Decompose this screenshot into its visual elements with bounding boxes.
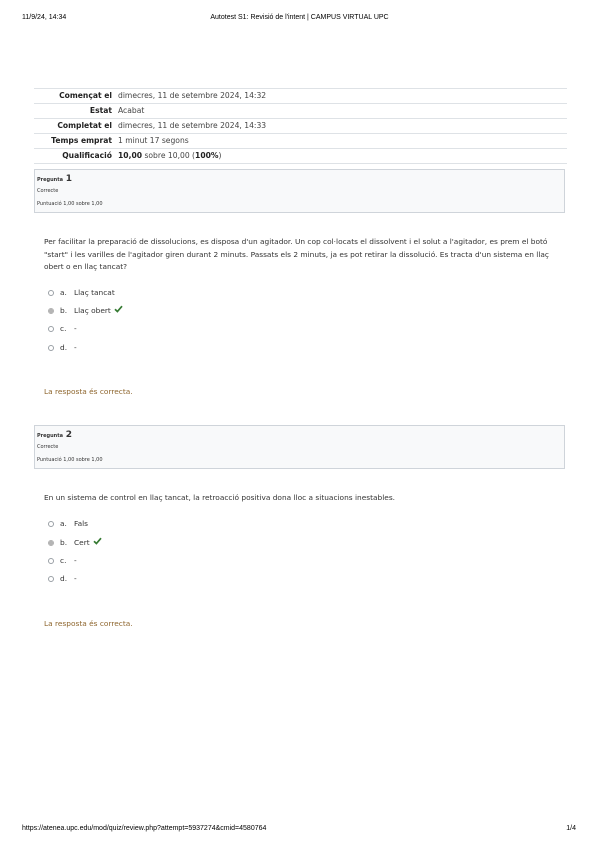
print-footer (0, 825, 599, 835)
radio-button[interactable] (48, 345, 54, 351)
question-label: Pregunta (37, 177, 63, 183)
radio-button-selected[interactable] (48, 308, 54, 314)
question-feedback: La resposta és correcta. (44, 619, 133, 628)
answer-letter: d. (60, 343, 68, 352)
answer-option[interactable] (48, 555, 77, 567)
check-icon (93, 537, 102, 549)
print-header (0, 14, 599, 24)
answer-letter: c. (60, 324, 67, 333)
radio-button[interactable] (48, 576, 54, 582)
radio-button[interactable] (48, 326, 54, 332)
check-icon (114, 305, 123, 317)
answer-text: Cert (74, 538, 90, 547)
print-datetime: 11/9/24, 14:34 (22, 14, 67, 21)
answer-text: - (74, 574, 77, 583)
summary-key: Completat el (57, 121, 112, 130)
answer-text: - (74, 343, 77, 352)
summary-value: dimecres, 11 de setembre 2024, 14:32 (118, 91, 267, 100)
question-info-box (34, 425, 565, 469)
summary-row-completed (34, 118, 567, 133)
question-feedback: La resposta és correcta. (44, 387, 133, 396)
summary-value: dimecres, 11 de setembre 2024, 14:33 (118, 121, 267, 130)
summary-row-time-taken (34, 133, 567, 148)
question-state: Correcte (37, 188, 59, 194)
answer-option[interactable] (48, 518, 88, 530)
print-page-title: Autotest S1: Revisió de l'intent | CAMPUS VIRTUAL UPC (210, 14, 389, 21)
summary-key: Començat el (59, 91, 112, 100)
answer-letter: a. (60, 519, 67, 528)
summary-value: 1 minut 17 segons (118, 136, 189, 145)
question-state: Correcte (37, 444, 59, 450)
print-url: https://atenea.upc.edu/mod/quiz/review.php?attempt=5937274&cmid=4580764 (22, 825, 267, 832)
answer-letter: b. (60, 538, 68, 547)
answer-option[interactable] (48, 323, 77, 335)
question-text: En un sistema de control en llaç tancat, la retroacció positiva dona lloc a situacions inestables. (44, 493, 396, 502)
grade-percent: 100% (195, 151, 219, 160)
summary-key: Temps emprat (51, 136, 112, 145)
summary-key: Estat (89, 106, 112, 115)
question-number-value: 1 (65, 174, 72, 184)
attempt-summary-table (34, 88, 567, 164)
summary-value: Acabat (118, 106, 145, 115)
radio-button[interactable] (48, 290, 54, 296)
answer-option[interactable] (48, 342, 77, 354)
answer-option[interactable] (48, 287, 115, 299)
grade-value (118, 149, 567, 163)
question-grade: Puntuació 1,00 sobre 1,00 (37, 457, 103, 463)
grade-close: ) (218, 151, 222, 160)
grade-of: sobre 10,00 ( (142, 151, 196, 160)
answer-letter: d. (60, 574, 68, 583)
answer-letter: a. (60, 288, 67, 297)
answer-letter: c. (60, 556, 67, 565)
summary-row-grade (34, 148, 567, 164)
question-number (37, 430, 72, 440)
summary-key: Qualificació (62, 151, 112, 160)
answer-text: - (74, 556, 77, 565)
answer-option[interactable] (48, 573, 77, 585)
summary-row-started (34, 88, 567, 103)
radio-button[interactable] (48, 521, 54, 527)
question-number-value: 2 (65, 430, 72, 440)
answer-text: Llaç tancat (74, 288, 115, 297)
answer-text: Fals (74, 519, 89, 528)
question-text: Per facilitar la preparació de dissolucions, es disposa d'un agitador. Un cop col·locats el dissolvent i el solut a l'agitador, es prem el botó "start" i les varilles de l'agitador giren durant 2 minuts. Passats els 2 minuts, ja es pot retirar la dissolució. Es tracta d'un sistema en llaç obert o en llaç tancat? (44, 237, 549, 271)
answer-text: - (74, 324, 77, 333)
print-page-number: 1/4 (566, 825, 576, 832)
question-label: Pregunta (37, 433, 63, 439)
answer-letter: b. (60, 306, 68, 315)
answer-option[interactable] (48, 537, 102, 549)
answer-text: Llaç obert (74, 306, 111, 315)
radio-button-selected[interactable] (48, 540, 54, 546)
question-info-box (34, 169, 565, 213)
question-number (37, 174, 72, 184)
question-grade: Puntuació 1,00 sobre 1,00 (37, 201, 103, 207)
grade-score: 10,00 (118, 151, 143, 160)
answer-option[interactable] (48, 305, 123, 317)
summary-row-state (34, 103, 567, 118)
radio-button[interactable] (48, 558, 54, 564)
